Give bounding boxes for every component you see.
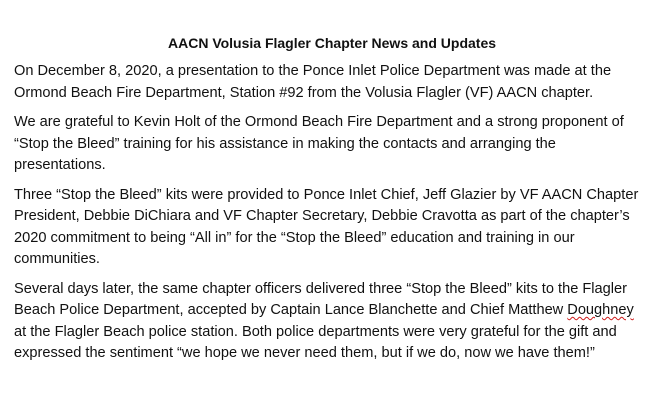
spelling-flagged-word: Doughney: [567, 302, 634, 318]
document-title: AACN Volusia Flagler Chapter News and Updates: [167, 35, 497, 51]
paragraph-text-end: at the Flagler Beach police station. Both police departments were very grateful for the gift and expressed the sentiment “we hope we never need them, but if we do, now we have them!”: [14, 323, 617, 361]
paragraph-gratitude: We are grateful to Kevin Holt of the Ormond Beach Fire Department and a strong proponent of “Stop the Bleed” training for his assistance in making the contacts and arranging the presentations.: [14, 114, 624, 173]
paragraph-kits-flagler-beach: [14, 279, 650, 365]
paragraph-text-start: Several days later, the same chapter officers delivered three “Stop the Bleed” kits to the Flagler Beach Police Department, accepted by Captain Lance Blanchette and Chief Matthew: [14, 280, 627, 318]
paragraph-kits-ponce-inlet: Three “Stop the Bleed” kits were provided to Ponce Inlet Chief, Jeff Glazier by VF AACN Chapter President, Debbie DiChiara and VF Chapter Secretary, Debbie Cravotta as part of the chapter’s 2020 commitment to being “All in” for the “Stop the Bleed” education and training in our communities.: [14, 186, 639, 267]
paragraph-presentation: On December 8, 2020, a presentation to the Ponce Inlet Police Department was made at the Ormond Beach Fire Department, Station #92 from the Volusia Flagler (VF) AACN chapter.: [14, 63, 612, 101]
document-body: [14, 34, 650, 373]
